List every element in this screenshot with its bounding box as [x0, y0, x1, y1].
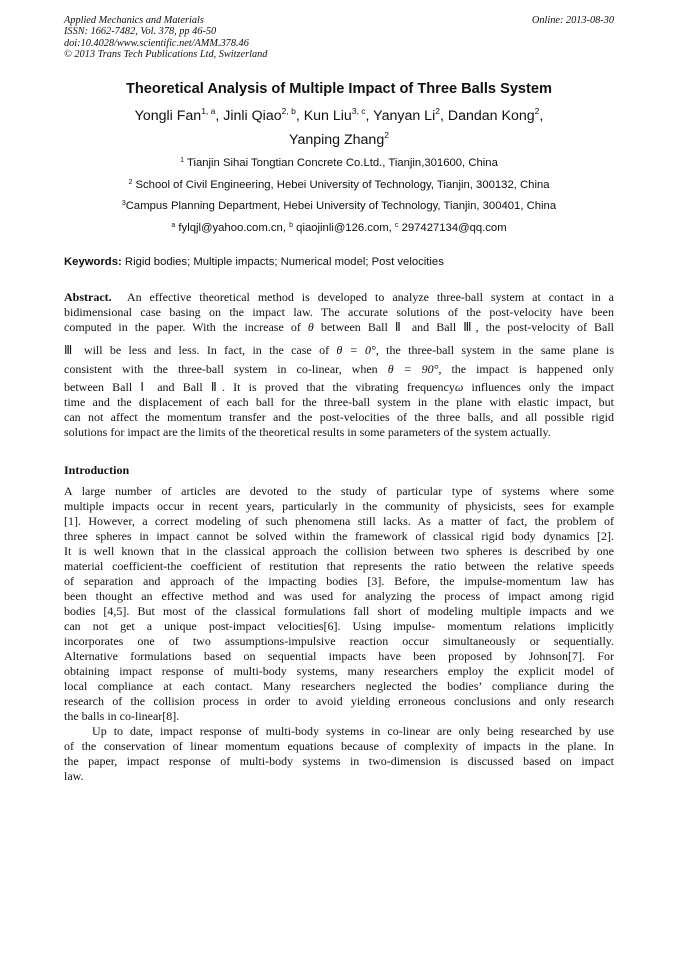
intro-line: the balls in co-linear[8]. — [64, 709, 180, 723]
intro-line: obtaining impact response of multi-body systems, many researchers employ the explicit model of — [64, 664, 614, 678]
email-sup: b — [289, 222, 294, 229]
abstract-line — [64, 343, 614, 358]
doi-line: doi:10.4028/www.scientific.net/AMM.378.46 — [64, 37, 249, 49]
affiliation-sup: 1 — [180, 157, 185, 164]
author-sup: 3, c — [351, 106, 366, 116]
email-text: fylqjl@yahoo.com.cn, — [178, 222, 290, 234]
copyright-line: © 2013 Trans Tech Publications Ltd, Switzerland — [64, 48, 268, 60]
abstract-text: , the impact is happened only — [438, 362, 615, 376]
theta-symbol: θ — [307, 320, 314, 334]
author-sup: 2 — [534, 106, 540, 116]
keywords — [64, 255, 614, 269]
abstract-line — [64, 380, 614, 395]
abstract-line: bidimensional case basing on the impact law. The accurate solutions of the post-velocity have been — [64, 305, 614, 319]
author-name: Jinli Qiao — [223, 108, 282, 124]
paper-title: Theoretical Analysis of Multiple Impact of Three Balls System — [125, 81, 553, 97]
intro-line: three spheres in impact cannot be solved within the framework of classical rigid body dynamics [2]. — [64, 529, 614, 543]
author-list — [64, 104, 614, 152]
author-name: Kun Liu — [303, 108, 352, 124]
abstract-line: can not affect the momentum transfer and the post-velocities of the three balls, and all possible rigid — [64, 410, 614, 424]
abstract-line — [64, 290, 614, 305]
author-sep: , — [365, 108, 374, 124]
keywords-label: Keywords: — [64, 256, 122, 268]
intro-line: A large number of articles are devoted to the study of particular type of systems where some — [64, 484, 614, 498]
author-sup: 2 — [384, 130, 389, 140]
email-sup: a — [171, 222, 176, 229]
author-sup: 1, a — [201, 106, 216, 116]
author-name: Yanyan Li — [373, 108, 436, 124]
author-sep: , — [295, 108, 304, 124]
affiliation-3 — [64, 199, 614, 213]
intro-line: bodies [4,5]. But most of the classical formulations fall short of modeling multiple impacts and we — [64, 604, 614, 618]
intro-line: multiple impacts occur in recent years, particularly in the community of physicists, sees for example — [64, 499, 614, 513]
abstract-text: influences only the impact — [471, 380, 615, 394]
intro-line: local compliance at each contact. Many researchers neglected the bodies’ compliance during the — [64, 679, 614, 693]
abstract-label: Abstract. — [64, 290, 112, 304]
author-name: Yongli Fan — [134, 108, 202, 124]
affiliation-sup: 2 — [128, 179, 133, 186]
affiliation-text: Tianjin Sihai Tongtian Concrete Co.Ltd., Tianjin,301600, China — [186, 157, 498, 169]
author-sep: , — [439, 108, 448, 124]
issn-line: ISSN: 1662-7482, Vol. 378, pp 46-50 — [64, 26, 217, 38]
journal-name: Applied Mechanics and Materials — [64, 15, 204, 26]
intro-line: the paper, impact response of multi-body systems in two-dimension is discussed based on impact — [64, 754, 614, 768]
theta-equation: θ = 90° — [387, 362, 439, 376]
author-name: Yanping Zhang — [289, 132, 385, 148]
abstract-text: between Ball Ⅰ and Ball Ⅱ. It is proved that the vibrating frequency — [64, 380, 455, 394]
intro-line: incorporates one of two assumptions-impulsive reaction occur simultaneously or sequentially. — [64, 634, 614, 648]
omega-symbol: ω — [454, 380, 464, 394]
affiliation-text: Campus Planning Department, Hebei University of Technology, Tianjin, 300401, China — [125, 200, 557, 212]
intro-line: It is well known that in the classical approach the collision between two spheres is described by one — [64, 544, 614, 558]
intro-line: research of the collision process in order to avoid yielding erroneous conclusions and only research — [64, 694, 614, 708]
abstract-text: computed in the paper. With the increase of — [64, 320, 301, 334]
online-date: Online: 2013-08-30 — [531, 15, 614, 26]
journal-header — [64, 15, 267, 60]
abstract-text: between Ball Ⅱ and Ball Ⅲ, the post-velocity of Ball — [320, 320, 615, 334]
abstract-line — [64, 362, 614, 377]
abstract-text: consistent with the three-ball system in co-linear, when — [64, 362, 378, 376]
author-sep: , — [215, 108, 224, 124]
affiliation-text: School of Civil Engineering, Hebei University of Technology, Tianjin, 300132, China — [135, 179, 550, 191]
introduction-heading: Introduction — [64, 463, 130, 477]
intro-line: been thought an effective method and was used for analyzing the process of impact among rigid — [64, 589, 614, 603]
keywords-text: Rigid bodies; Multiple impacts; Numerical model; Post velocities — [124, 256, 444, 268]
affiliation-sup: 3 — [121, 200, 126, 207]
author-sup: 2, b — [281, 106, 296, 116]
abstract-line: solutions for impact are the limits of the theoretical results in some parameters of the system actually. — [64, 425, 551, 439]
intro-line: Alternative formulations based on sequential impacts have been proposed by Johnson[7]. For — [64, 649, 614, 663]
affiliation-2 — [64, 178, 614, 192]
author-name: Dandan Kong — [447, 108, 535, 124]
affiliation-1 — [64, 156, 614, 170]
intro-line: [1]. However, a correct modeling of such phenomena still lacks. As a matter of fact, the problem of — [64, 514, 614, 528]
author-sep: , — [539, 108, 544, 124]
theta-equation: θ = 0° — [336, 343, 376, 357]
intro-line: can not get a unique post-impact velocities[6]. Using impulse- momentum relations implicitly — [64, 619, 614, 633]
intro-line: law. — [64, 769, 84, 783]
email-line — [64, 221, 614, 235]
abstract-text: Ⅲ will be less and less. In fact, in the case of — [64, 343, 330, 357]
abstract-line — [64, 320, 614, 335]
abstract-line: time and the displacement of each ball for the three-ball system in the plane with elastic impact, but — [64, 395, 614, 409]
intro-line: of separation and approach of the impacting bodies [3]. Before, the impulse-momentum law has — [64, 574, 614, 588]
intro-line: material coefficient-the coefficient of restitution that represents the ratio between the relative speeds — [64, 559, 614, 573]
intro-line: of the conservation of linear momentum equations because of complexity of impacts in the plane. In — [64, 739, 614, 753]
intro-line: Up to date, impact response of multi-body systems in co-linear are only being researched by use — [64, 724, 614, 738]
email-text: qiaojinli@126.com, — [296, 222, 395, 234]
author-sup: 2 — [435, 106, 440, 116]
email-sup: c — [394, 222, 399, 229]
abstract-text: , the three-ball system in the same plane is — [375, 343, 615, 357]
abstract-text: An effective theoretical method is developed to analyze three-ball system at contact in a — [126, 290, 615, 304]
email-text: 297427134@qq.com — [401, 222, 507, 234]
